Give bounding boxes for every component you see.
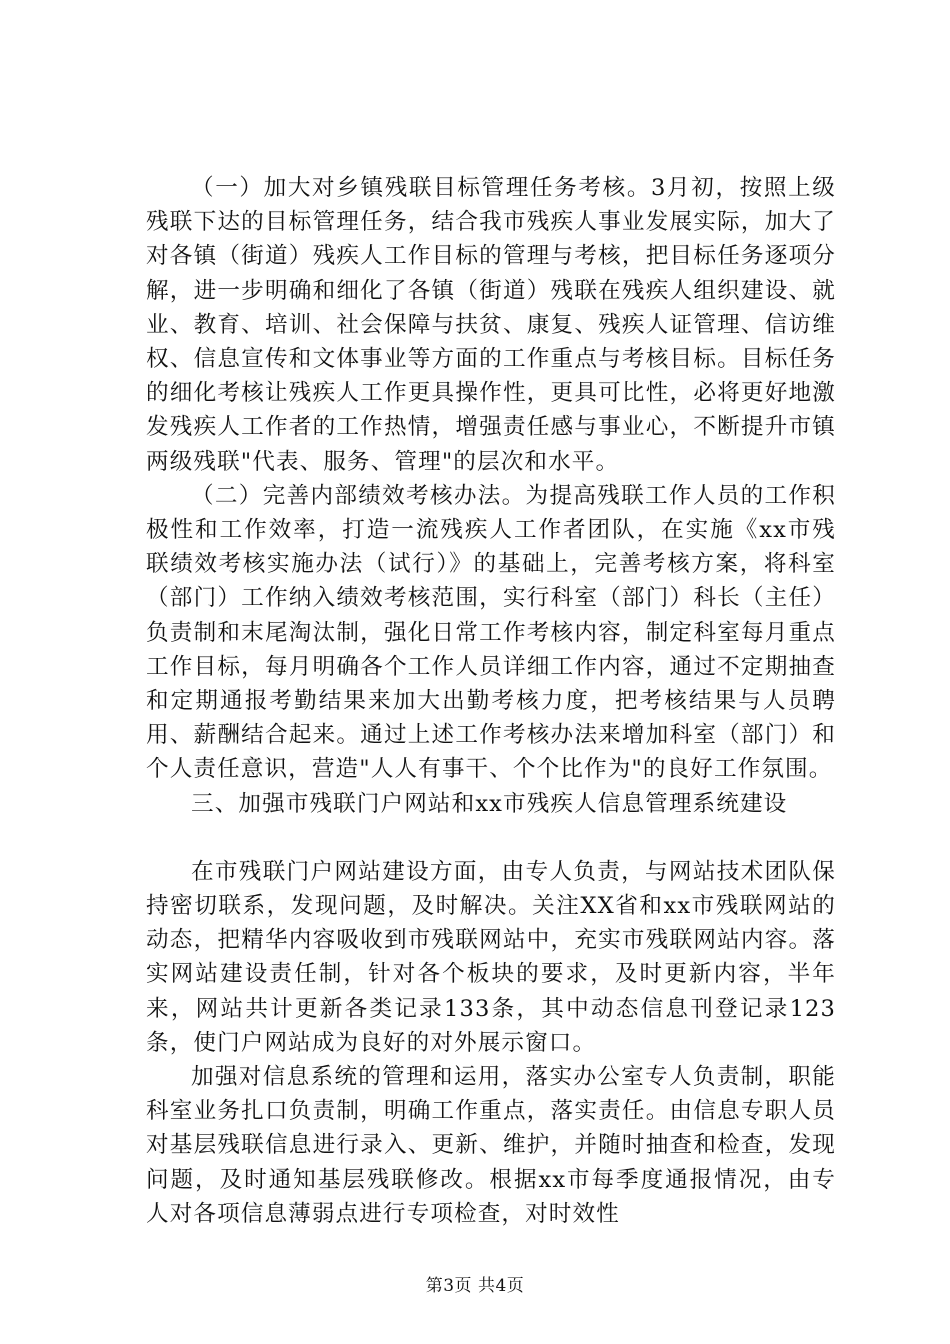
paragraph-internal-performance: （二）完善内部绩效考核办法。为提高残联工作人员的工作积极性和工作效率，打造一流残疾人工作者团队，在实施《xx市残联绩效考核实施办法（试行）》的基础上，完善考核方案，将科室（部门）工作纳入绩效考核范围，实行科室（部门）科长（主任）负责制和末尾淘汰制，强化日常工作考核内容，制定科室每月重点工作目标，每月明确各个工作人员详细工作内容，通过不定期抽查和定期通报考勤结果来加大出勤考核力度，把考核结果与人员聘用、薪酬结合起来。通过上述工作考核办法来增加科室（部门）和个人责任意识，营造"人人有事干、个个比作为"的良好工作氛围。 bbox=[146, 482, 836, 783]
paragraph-website-building: 在市残联门户网站建设方面，由专人负责，与网站技术团队保持密切联系，发现问题，及时解决。关注XX省和xx市残联网站的动态，把精华内容吸收到市残联网站中，充实市残联网站内容。落实网站建设责任制，针对各个板块的要求，及时更新内容，半年来，网站共计更新各类记录133条，其中动态信息刊登记录123条，使门户网站成为良好的对外展示窗口。 bbox=[146, 858, 836, 1056]
paragraph-assessment-towns: （一）加大对乡镇残联目标管理任务考核。3月初，按照上级残联下达的目标管理任务，结合我市残疾人事业发展实际，加大了对各镇（街道）残疾人工作目标的管理与考核，把目标任务逐项分解，进一步明确和细化了各镇（街道）残联在残疾人组织建设、就业、教育、培训、社会保障与扶贫、康复、残疾人证管理、信访维权、信息宣传和文体事业等方面的工作重点与考核目标。目标任务的细化考核让残疾人工作更具操作性，更具可比性，必将更好地激发残疾人工作者的工作热情，增强责任感与事业心，不断提升市镇两级残联"代表、服务、管理"的层次和水平。 bbox=[146, 175, 836, 475]
document-body bbox=[146, 171, 836, 1231]
paragraph-information-system: 加强对信息系统的管理和运用，落实办公室专人负责制，职能科室业务扎口负责制，明确工作重点，落实责任。由信息专职人员对基层残联信息进行录入、更新、维护，并随时抽查和检查，发现问题，及时通知基层残联修改。根据xx市每季度通报情况，由专人对各项信息薄弱点进行专项检查，对时效性 bbox=[146, 1064, 836, 1227]
page-footer: 第3页 共4页 bbox=[425, 1276, 525, 1296]
section-heading-website: 三、加强市残联门户网站和xx市残疾人信息管理系统建设 bbox=[191, 790, 788, 817]
